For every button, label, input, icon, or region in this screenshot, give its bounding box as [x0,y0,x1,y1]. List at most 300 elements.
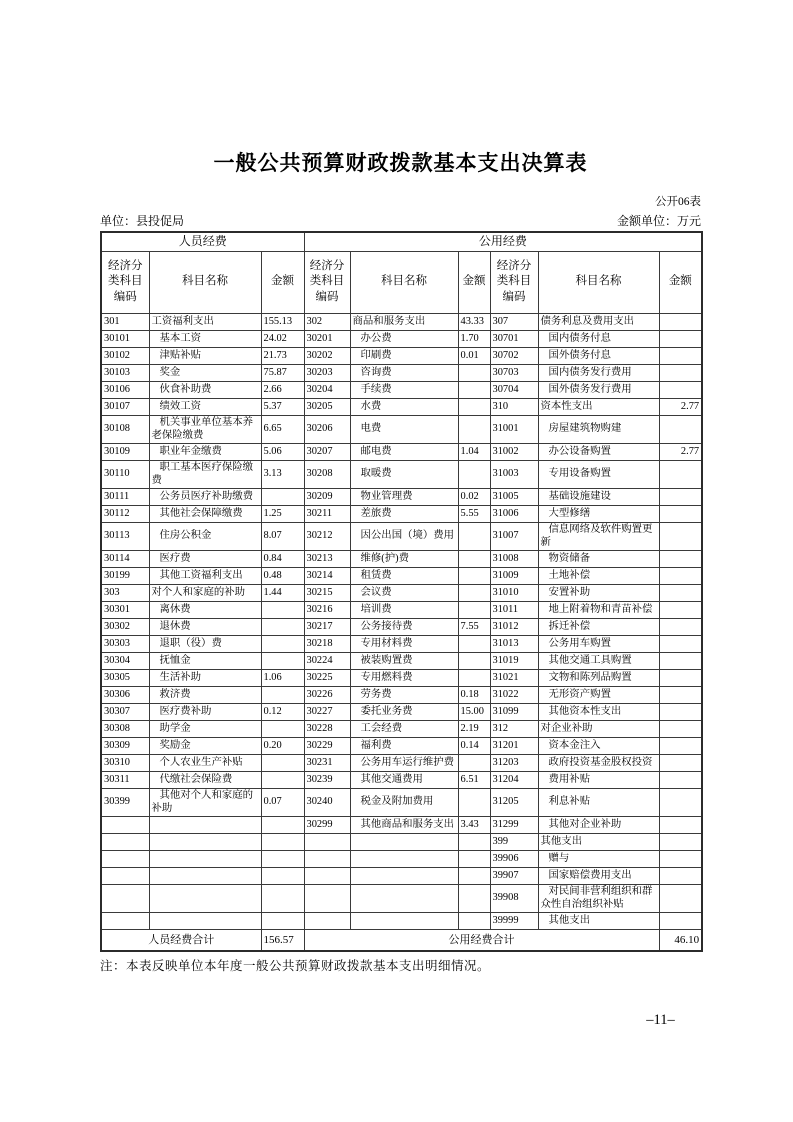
name-cell [350,884,458,912]
amount-cell: 21.73 [261,347,304,364]
code-cell [101,816,149,833]
code-cell: 30203 [304,364,350,381]
table-row [101,364,702,381]
table-row [101,703,702,720]
amount-cell [659,567,702,584]
name-cell: 其他支出 [538,912,659,929]
code-cell [304,912,350,929]
column-header: 经济分类科目编码 [304,251,350,313]
code-cell: 312 [490,720,538,737]
table-row [101,488,702,505]
amount-cell [659,686,702,703]
name-cell: 助学金 [149,720,261,737]
name-cell: 对民间非营利组织和群众性自治组织补贴 [538,884,659,912]
code-cell: 31205 [490,788,538,816]
name-cell: 绩效工资 [149,398,261,415]
unit-field [100,212,184,229]
amount-cell: 0.07 [261,788,304,816]
amount-cell [458,460,490,488]
code-cell: 30213 [304,550,350,567]
code-cell: 30207 [304,443,350,460]
name-cell [350,912,458,929]
code-cell: 30399 [101,788,149,816]
code-cell: 31005 [490,488,538,505]
amount-cell [458,381,490,398]
amount-cell [659,737,702,754]
name-cell: 债务利息及费用支出 [538,313,659,330]
code-cell: 30114 [101,550,149,567]
code-cell: 31013 [490,635,538,652]
amount-cell: 6.65 [261,415,304,443]
code-cell: 30106 [101,381,149,398]
amount-cell: 1.04 [458,443,490,460]
code-cell: 30302 [101,618,149,635]
table-row [101,347,702,364]
table-row [101,884,702,912]
name-cell: 生活补助 [149,669,261,686]
table-row [101,652,702,669]
name-cell: 手续费 [350,381,458,398]
code-cell: 31204 [490,771,538,788]
name-cell: 其他交通工具购置 [538,652,659,669]
name-cell: 公务用车购置 [538,635,659,652]
name-cell: 维修(护)费 [350,550,458,567]
name-cell [149,833,261,850]
code-cell: 30307 [101,703,149,720]
table-row [101,788,702,816]
column-header: 经济分类科目编码 [490,251,538,313]
code-cell: 310 [490,398,538,415]
code-cell: 30212 [304,522,350,550]
amount-cell [458,584,490,601]
column-header: 科目名称 [350,251,458,313]
page-title: 一般公共预算财政拨款基本支出决算表 [213,152,588,175]
name-cell: 奖励金 [149,737,261,754]
amount-cell [659,635,702,652]
amount-cell [659,912,702,929]
code-cell: 31006 [490,505,538,522]
name-cell: 物资储备 [538,550,659,567]
code-cell: 31010 [490,584,538,601]
name-cell: 资本金注入 [538,737,659,754]
code-cell: 30704 [490,381,538,398]
amount-cell: 0.18 [458,686,490,703]
code-cell [304,867,350,884]
amount-cell: 0.20 [261,737,304,754]
code-cell: 30216 [304,601,350,618]
code-cell: 30208 [304,460,350,488]
name-cell: 土地补偿 [538,567,659,584]
name-cell: 信息网络及软件购置更新 [538,522,659,550]
name-cell: 住房公积金 [149,522,261,550]
name-cell: 取暖费 [350,460,458,488]
name-cell: 公务用车运行维护费 [350,754,458,771]
table-body [101,313,702,929]
code-cell: 30111 [101,488,149,505]
code-cell [101,867,149,884]
code-cell: 31201 [490,737,538,754]
table-row [101,833,702,850]
amount-cell: 1.25 [261,505,304,522]
table-row [101,443,702,460]
amount-cell [261,912,304,929]
table-row [101,686,702,703]
code-cell: 30702 [490,347,538,364]
amount-cell: 6.51 [458,771,490,788]
name-cell: 其他支出 [538,833,659,850]
code-cell: 30211 [304,505,350,522]
code-cell: 30304 [101,652,149,669]
code-cell: 31002 [490,443,538,460]
name-cell: 其他社会保障缴费 [149,505,261,522]
name-cell: 职工基本医疗保险缴费 [149,460,261,488]
code-cell: 30225 [304,669,350,686]
name-cell: 退休费 [149,618,261,635]
amount-cell: 0.48 [261,567,304,584]
amount-cell [261,884,304,912]
code-cell [101,912,149,929]
code-cell: 30224 [304,652,350,669]
code-cell: 30308 [101,720,149,737]
table-row [101,754,702,771]
name-cell: 机关事业单位基本养老保险缴费 [149,415,261,443]
name-cell: 国外债务发行费用 [538,381,659,398]
table-row [101,635,702,652]
amount-cell [659,833,702,850]
amount-cell: 5.06 [261,443,304,460]
amount-cell: 7.55 [458,618,490,635]
meta-line [100,212,701,229]
code-cell: 30204 [304,381,350,398]
name-cell [149,912,261,929]
code-cell: 31021 [490,669,538,686]
code-cell: 302 [304,313,350,330]
table-row [101,398,702,415]
name-cell: 邮电费 [350,443,458,460]
code-cell: 30228 [304,720,350,737]
amount-cell [659,850,702,867]
amount-cell [458,522,490,550]
amount-cell [458,398,490,415]
code-cell: 30310 [101,754,149,771]
code-cell: 31099 [490,703,538,720]
code-cell: 39908 [490,884,538,912]
group-header-row [101,232,702,251]
name-cell: 其他对企业补助 [538,816,659,833]
name-cell: 政府投资基金股权投资 [538,754,659,771]
table-row [101,618,702,635]
code-cell: 30240 [304,788,350,816]
amount-cell [659,720,702,737]
amount-cell [458,788,490,816]
table-row [101,737,702,754]
table-row [101,505,702,522]
name-cell [350,850,458,867]
code-cell: 301 [101,313,149,330]
code-cell: 30217 [304,618,350,635]
name-cell: 差旅费 [350,505,458,522]
name-cell: 租赁费 [350,567,458,584]
code-cell [101,850,149,867]
personnel-total-label: 人员经费合计 [101,929,261,951]
amount-cell [659,618,702,635]
name-cell: 物业管理费 [350,488,458,505]
amount-cell [458,567,490,584]
budget-table [100,231,703,952]
name-cell: 个人农业生产补贴 [149,754,261,771]
table-row [101,550,702,567]
name-cell: 其他对个人和家庭的补助 [149,788,261,816]
code-cell [304,833,350,850]
amount-cell [261,488,304,505]
name-cell: 因公出国（境）费用 [350,522,458,550]
code-cell: 30218 [304,635,350,652]
name-cell: 医疗费 [149,550,261,567]
name-cell: 专用材料费 [350,635,458,652]
amount-cell [261,635,304,652]
table-row [101,771,702,788]
amount-cell [261,833,304,850]
amount-cell [261,686,304,703]
code-cell: 31019 [490,652,538,669]
code-cell: 31022 [490,686,538,703]
name-cell: 职业年金缴费 [149,443,261,460]
amount-cell: 75.87 [261,364,304,381]
amount-cell: 3.43 [458,816,490,833]
code-cell: 30107 [101,398,149,415]
name-cell: 房屋建筑物购建 [538,415,659,443]
code-cell: 30209 [304,488,350,505]
amount-cell [458,669,490,686]
column-header: 科目名称 [149,251,261,313]
table-row [101,867,702,884]
name-cell: 赠与 [538,850,659,867]
name-cell: 对企业补助 [538,720,659,737]
amount-cell: 15.00 [458,703,490,720]
code-cell: 30703 [490,364,538,381]
code-cell: 30199 [101,567,149,584]
amount-cell [458,415,490,443]
column-header-row [101,251,702,313]
name-cell: 专用设备购置 [538,460,659,488]
name-cell [350,867,458,884]
name-cell: 水费 [350,398,458,415]
name-cell [149,850,261,867]
amount-cell: 3.13 [261,460,304,488]
amount-cell [659,364,702,381]
name-cell: 工会经费 [350,720,458,737]
unit-label: 单位： [100,214,137,228]
code-cell: 31011 [490,601,538,618]
column-header: 金额 [458,251,490,313]
code-cell: 30109 [101,443,149,460]
table-row [101,669,702,686]
name-cell: 离休费 [149,601,261,618]
amount-cell [261,601,304,618]
amount-cell [659,754,702,771]
code-cell: 30113 [101,522,149,550]
amount-cell: 0.02 [458,488,490,505]
amount-cell [659,601,702,618]
name-cell: 津贴补贴 [149,347,261,364]
name-cell: 税金及附加费用 [350,788,458,816]
name-cell: 医疗费补助 [149,703,261,720]
code-cell: 31003 [490,460,538,488]
code-cell: 30101 [101,330,149,347]
name-cell: 福利费 [350,737,458,754]
table-row [101,330,702,347]
amount-cell: 2.19 [458,720,490,737]
code-cell: 39907 [490,867,538,884]
name-cell: 公务员医疗补助缴费 [149,488,261,505]
amount-cell [261,771,304,788]
code-cell: 30201 [304,330,350,347]
amount-cell: 24.02 [261,330,304,347]
amount-cell: 1.06 [261,669,304,686]
name-cell: 商品和服务支出 [350,313,458,330]
public-total-value: 46.10 [659,929,702,951]
amount-cell [458,850,490,867]
name-cell [149,816,261,833]
amount-cell [458,833,490,850]
group-header-public: 公用经费 [304,232,702,251]
code-cell: 30309 [101,737,149,754]
code-cell: 30202 [304,347,350,364]
table-row [101,720,702,737]
amount-cell: 2.77 [659,398,702,415]
name-cell: 救济费 [149,686,261,703]
name-cell: 国外债务付息 [538,347,659,364]
amount-cell [261,720,304,737]
code-cell: 30305 [101,669,149,686]
amount-cell [659,522,702,550]
amount-cell [261,652,304,669]
code-cell [101,833,149,850]
code-cell: 31008 [490,550,538,567]
page-content [100,0,701,974]
code-cell: 31001 [490,415,538,443]
name-cell: 资本性支出 [538,398,659,415]
amount-cell: 43.33 [458,313,490,330]
amount-cell: 1.70 [458,330,490,347]
code-cell: 30227 [304,703,350,720]
column-header: 金额 [659,251,702,313]
amount-cell [458,884,490,912]
amount-cell [458,754,490,771]
amount-cell [659,771,702,788]
amount-cell: 155.13 [261,313,304,330]
code-cell: 30108 [101,415,149,443]
code-cell: 30303 [101,635,149,652]
name-cell: 办公费 [350,330,458,347]
amount-cell [659,550,702,567]
name-cell: 培训费 [350,601,458,618]
amount-cell [659,330,702,347]
name-cell: 公务接待费 [350,618,458,635]
column-header: 经济分类科目编码 [101,251,149,313]
name-cell: 费用补贴 [538,771,659,788]
code-cell: 30206 [304,415,350,443]
name-cell: 咨询费 [350,364,458,381]
amount-cell [659,816,702,833]
amount-cell [659,703,702,720]
amount-cell [261,618,304,635]
total-row [101,929,702,951]
unit-value: 县投促局 [136,214,185,228]
name-cell: 安置补助 [538,584,659,601]
code-cell: 30231 [304,754,350,771]
code-cell: 30701 [490,330,538,347]
code-cell: 31009 [490,567,538,584]
code-cell: 39906 [490,850,538,867]
amount-unit-label: 金额单位：万元 [616,214,701,228]
code-cell: 30239 [304,771,350,788]
code-cell: 30103 [101,364,149,381]
name-cell: 委托业务费 [350,703,458,720]
amount-cell [659,669,702,686]
amount-cell [458,652,490,669]
amount-cell [659,884,702,912]
amount-cell [659,584,702,601]
amount-cell [458,635,490,652]
form-code: 公开06表 [655,196,701,208]
code-cell [304,884,350,912]
name-cell: 会议费 [350,584,458,601]
amount-cell [659,347,702,364]
code-cell: 30214 [304,567,350,584]
code-cell: 39999 [490,912,538,929]
name-cell: 国家赔偿费用支出 [538,867,659,884]
name-cell: 抚恤金 [149,652,261,669]
name-cell: 其他商品和服务支出 [350,816,458,833]
name-cell: 基础设施建设 [538,488,659,505]
amount-cell: 5.55 [458,505,490,522]
code-cell [101,884,149,912]
amount-cell: 2.66 [261,381,304,398]
name-cell: 国内债务付息 [538,330,659,347]
code-cell: 30229 [304,737,350,754]
table-row [101,850,702,867]
amount-cell [458,364,490,381]
code-cell: 30311 [101,771,149,788]
amount-cell [659,788,702,816]
amount-cell [659,313,702,330]
name-cell: 劳务费 [350,686,458,703]
code-cell [304,850,350,867]
amount-cell [659,488,702,505]
amount-cell [659,415,702,443]
amount-cell [659,460,702,488]
name-cell: 利息补贴 [538,788,659,816]
name-cell: 地上附着物和青苗补偿 [538,601,659,618]
name-cell [350,833,458,850]
code-cell: 307 [490,313,538,330]
name-cell: 文物和陈列品购置 [538,669,659,686]
amount-cell [261,754,304,771]
amount-cell: 0.14 [458,737,490,754]
name-cell: 伙食补助费 [149,381,261,398]
code-cell: 30299 [304,816,350,833]
table-row [101,601,702,618]
amount-cell [659,652,702,669]
amount-cell [659,505,702,522]
amount-cell: 0.84 [261,550,304,567]
name-cell: 办公设备购置 [538,443,659,460]
table-row [101,584,702,601]
page-number: –11– [646,1012,675,1028]
name-cell: 无形资产购置 [538,686,659,703]
table-row [101,313,702,330]
